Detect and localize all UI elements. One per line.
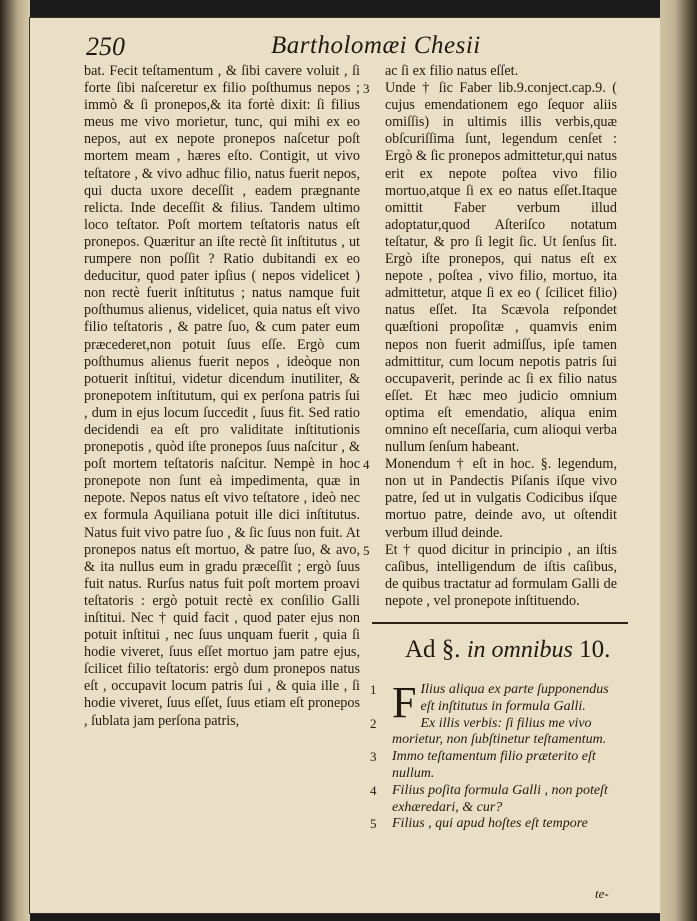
right-paragraph <box>363 80 617 456</box>
summary-text: Ex illis verbis: ſi filius me vivo morietur, non ſubſtinetur teſtamentum. <box>392 715 607 748</box>
right-paragraph-text: Monendum † eſt in hoc. §. legendum, non ut in Pandectis Piſanis iſque vivo patre, ſed ut in vulgatis Codicibus iſque mortuo patre, deinde avo, ut oſtendit verbum illud deinde. <box>385 456 617 541</box>
section-heading <box>405 636 615 664</box>
left-column <box>84 63 360 730</box>
running-title: Bartholomæi Chesii <box>271 32 481 59</box>
section-heading-number: 10. <box>579 636 611 663</box>
margin-number: 4 <box>363 457 370 473</box>
section-heading-italic: in omnibus <box>466 637 573 663</box>
right-column <box>363 63 617 610</box>
summary-number: 4 <box>370 782 377 798</box>
section-divider <box>372 622 628 624</box>
summary-number: 5 <box>370 816 377 832</box>
margin-number: 3 <box>363 81 370 97</box>
right-paragraph-text: Unde † ſic Faber lib.9.conject.cap.9. ( cujus emendationem ego ſequor aliis omiſſis) in ultimis illis verbis,quæ obſcuriſſima ſunt, legendum cenſet : Ergò & ſic pronepos admittetur,qui natus erit ex nepote poſtea vivo filio mortuo,atque ſi ex eo natus eſſet.Itaque omittit Faber verbum illud adoptatur,quod Aſteriſco notatum teſtatur, & pro ſi legit ſic. Ut ſenſus ſit. Ergò iſte pronepos, qui natus eſt ex nepote , poſtea , vivo filio, mortuo, ita admittetur, atque ſi ex eo ( ſcilicet filio) natus eſſet. Ita Scævola reſpondet quæſtioni propoſitæ , quamvis enim nepos non fuerit admiſſus, ipſe tamen admittitur, cum locum nepotis patris ſui occupaverit, perinde ac ſi ex filio natus eſſet. Et hæc meo judicio omnium optima eſt emendatio, aliqua enim omnino eſt neceſſaria, cum alioqui verba nullum ſenſum habeant. <box>385 80 617 456</box>
running-head <box>86 32 606 62</box>
summary-item <box>370 716 620 750</box>
catchword: te- <box>595 886 609 901</box>
summary-item <box>370 678 620 727</box>
right-paragraph <box>363 541 617 610</box>
book-gutter-edge <box>0 0 30 921</box>
summary-text: Ilius aliqua ex parte ſupponendus eſt inſtitutus in formula Galli. <box>420 682 609 714</box>
summary-number: 3 <box>370 749 377 765</box>
section-heading-prefix: Ad §. <box>405 636 461 663</box>
page-edge <box>660 0 697 921</box>
right-paragraph <box>363 456 617 541</box>
drop-cap: F <box>392 678 417 727</box>
summary-text: Immo teſtamentum filio præterito eſt nullum. <box>392 749 596 781</box>
right-paragraph-text: ac ſi ex filio natus eſſet. <box>385 63 519 79</box>
left-column-text: bat. Fecit teſtamentum , & ſibi cavere voluit , ſi forte ſibi naſceretur ex filio poſthumus nepos ; immò & ſi pronepos,& ita fortè dixit: ſi filius meus me vivo morietur, tunc, qui mihi ex eo nepos, aut ex nepote pronepos naſcetur poſt mortem meam , hæres eſto. Contigit, ut vivo teſtatore , & vivo adhuc filio, natus fuerit nepos, qui ducta uxore deceſſit , eadem prægnante relicta. Inde deceſſit & filius. Tandem ultimo loco teſtator. Poſt mortem teſtatoris natus eſt pronepos. Quæritur an iſte rectè ſit inſtitutus , ut rumpere non poſſit ? Ratio dubitandi ex eo deducitur, quod pater ipſius ( nepos videlicet ) non rectè fuerit inſtitutus ; natus namque fuit poſthumus alienus, videlicet, quia natus eſt vivo filio teſtatoris , & patre ſuo, & cum pater eum præcederet,non potuit ſuus eſſe. Ergò cum poſthumus alienus fuerit nepos , ideòque non potuerit inſtitui, videtur dicendum inutiliter, & pronepotem inſtitutum, qui ex perſona patris ſui , dum in ejus locum ſuccedit , ſuus fit. Sed ratio decidendi ea eſt pro validitate inſtitutionis pronepotis , quòd iſte pronepos ſuus naſcitur , & poſt mortem teſtatoris naſcitur. Nempè in hoc pronepote non ſunt eà impedimenta, quæ in nepote. Nepos natus eſt vivo teſtatore , ideò nec ex formula Aquiliana potuit ille dici inſtitutus. Natus fuit vivo patre ſuo , & ſic ſuus non fuit. At pronepos natus eſt mortuo, & patre ſuo, & avo, & ita nullus eum in gradu præceſſit ; ergò ſuus fuit natus. Rurſus natus fuit poſt mortem proavi teſtatoris : ergò potuit rectè ex conſilio Galli inſtitui. Nec † quid facit , quod pater ejus non potuit inſtitui , nec ſuus unquam fuerit , quia ſi hodie viveret, ſuus eſſet mortuo jam patre ejus, ſcilicet filio teſtatoris: ergò dum pronepos natus eſt , occupavit locum patris ſui , & quia ille , ſi hodie viveret, ſuus eſſet, ſuus etiam eſt pronepos , ſublata jam perſona patris, <box>84 63 360 729</box>
summary-item <box>370 816 620 833</box>
summary-item <box>370 749 620 783</box>
summary-text: Filius , qui apud hoſtes eſt tempore <box>392 816 588 832</box>
margin-number: 5 <box>363 542 370 558</box>
summary-item <box>370 783 620 817</box>
summary-list <box>370 678 620 833</box>
right-paragraph-text: Et † quod dicitur in principio , an iſtis caſibus, intelligendum de iſtis caſibus, de quibus tractatur ad formulam Galli de nepote , vel pronepote inſtituendo. <box>385 541 617 609</box>
summary-number: 1 <box>370 682 377 697</box>
page-number: 250 <box>86 32 125 61</box>
summary-number: 2 <box>370 715 377 731</box>
right-paragraph <box>385 63 617 80</box>
summary-text: Filius poſita formula Galli , non poteſt exhæredari, & cur? <box>392 782 608 815</box>
